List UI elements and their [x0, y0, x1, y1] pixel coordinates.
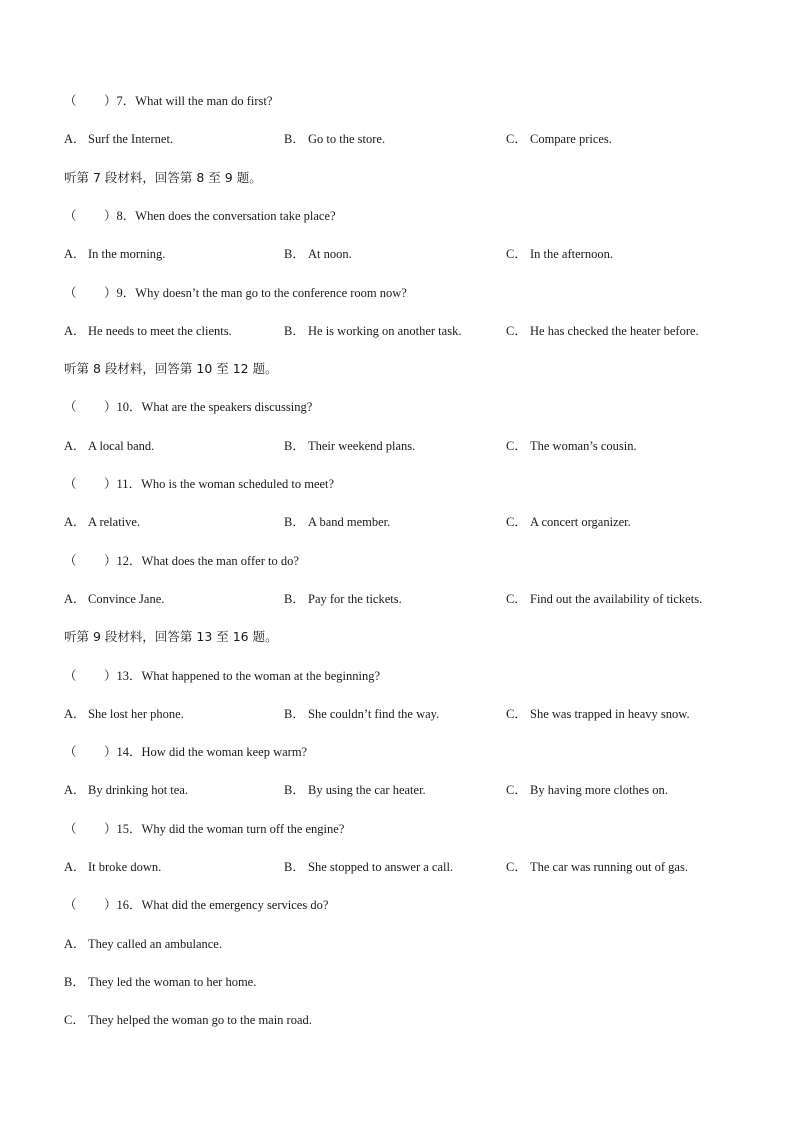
- option-b[interactable]: [64, 974, 256, 990]
- option-text: She was trapped in heavy snow.: [530, 706, 690, 721]
- option-b[interactable]: [284, 246, 352, 262]
- option-letter: C．: [506, 247, 527, 262]
- answer-blank-open: （: [64, 821, 77, 836]
- option-letter: C．: [506, 323, 527, 338]
- option-text: It broke down.: [88, 860, 162, 874]
- option-letter: A．: [64, 438, 86, 453]
- option-c[interactable]: [506, 706, 690, 722]
- question-10: [64, 399, 312, 415]
- option-c[interactable]: [506, 438, 637, 454]
- question-number-separator: ．: [129, 821, 142, 836]
- option-c[interactable]: [506, 323, 699, 339]
- question-text: When does the conversation take place?: [135, 208, 336, 223]
- question-number: 14: [116, 745, 130, 760]
- options-row: [64, 859, 744, 875]
- option-c[interactable]: [506, 246, 613, 262]
- option-c[interactable]: [506, 131, 612, 147]
- option-text: A local band.: [88, 438, 155, 453]
- option-text: He has checked the heater before.: [530, 323, 699, 338]
- question-9: [64, 285, 407, 301]
- option-letter: A．: [64, 936, 86, 951]
- option-b[interactable]: [284, 591, 402, 607]
- option-a[interactable]: [64, 859, 161, 875]
- option-text: By drinking hot tea.: [88, 783, 188, 798]
- option-text: A relative.: [88, 515, 141, 530]
- question-number: 12: [116, 553, 130, 568]
- question-number-separator: ．: [129, 898, 142, 913]
- answer-blank-open: （: [64, 898, 77, 913]
- answer-blank-close: ）: [104, 208, 117, 223]
- option-letter: A．: [64, 783, 86, 798]
- option-text: Find out the availability of tickets.: [530, 591, 703, 606]
- question-number-separator: ．: [122, 94, 136, 108]
- option-text: The car was running out of gas.: [530, 860, 688, 874]
- answer-blank-close: ）: [104, 821, 117, 836]
- answer-blank-open: （: [64, 400, 77, 415]
- option-text: They led the woman to her home.: [88, 974, 257, 989]
- option-letter: A．: [64, 706, 86, 721]
- option-a[interactable]: [64, 706, 184, 722]
- option-text: The woman’s cousin.: [530, 438, 637, 453]
- option-letter: B．: [284, 860, 305, 874]
- question-number-separator: ．: [128, 477, 142, 491]
- option-b[interactable]: [284, 131, 385, 147]
- option-a[interactable]: [64, 438, 154, 454]
- options-row: [64, 246, 744, 262]
- option-text: Surf the Internet.: [88, 132, 174, 147]
- option-b[interactable]: [284, 514, 390, 530]
- option-letter: A．: [64, 515, 86, 530]
- option-letter: C．: [506, 515, 527, 530]
- question-number-separator: ．: [129, 668, 142, 683]
- option-text: In the morning.: [88, 247, 166, 262]
- option-b[interactable]: [284, 859, 453, 875]
- option-text: Compare prices.: [530, 132, 612, 147]
- question-number-separator: ．: [129, 400, 142, 415]
- option-text: Pay for the tickets.: [308, 591, 402, 606]
- answer-blank-close: ）: [104, 898, 117, 913]
- option-text: They helped the woman go to the main road.: [88, 1013, 312, 1028]
- option-a[interactable]: [64, 936, 222, 952]
- option-b[interactable]: [284, 706, 439, 722]
- question-15: [64, 821, 344, 837]
- option-c[interactable]: [64, 1012, 312, 1028]
- section-instruction: 听第 8 段材料，回答第 10 至 12 题。: [64, 361, 278, 377]
- answer-blank-open: （: [64, 477, 77, 491]
- option-a[interactable]: [64, 323, 232, 339]
- option-letter: B．: [64, 974, 85, 989]
- option-a[interactable]: [64, 131, 173, 147]
- option-letter: C．: [506, 591, 527, 606]
- question-11: [64, 476, 334, 492]
- option-letter: C．: [506, 438, 527, 453]
- question-number: 13: [116, 668, 130, 683]
- answer-blank-open: （: [64, 94, 77, 108]
- options-row: [64, 438, 744, 454]
- question-text: What will the man do first?: [135, 94, 273, 108]
- option-text: By having more clothes on.: [530, 783, 668, 798]
- option-letter: B．: [284, 591, 305, 606]
- option-text: She couldn’t find the way.: [308, 706, 440, 721]
- option-letter: A．: [64, 591, 86, 606]
- option-a[interactable]: [64, 514, 140, 530]
- option-a[interactable]: [64, 591, 164, 607]
- question-number: 7: [116, 94, 123, 108]
- question-number: 9: [116, 285, 123, 300]
- question-number: 11: [116, 477, 129, 491]
- option-letter: A．: [64, 132, 86, 147]
- answer-blank-close: ）: [104, 94, 117, 108]
- question-text: How did the woman keep warm?: [141, 745, 308, 760]
- options-row: [64, 131, 744, 147]
- section-instruction: 听第 9 段材料，回答第 13 至 16 题。: [64, 629, 278, 645]
- options-row: [64, 782, 744, 798]
- option-text: Their weekend plans.: [308, 438, 416, 453]
- question-number-separator: ．: [129, 745, 142, 760]
- question-12: [64, 553, 299, 569]
- question-number-separator: ．: [122, 208, 136, 223]
- answer-blank-close: ）: [104, 668, 117, 683]
- question-number: 15: [116, 821, 130, 836]
- option-letter: A．: [64, 323, 86, 338]
- option-letter: C．: [506, 860, 527, 874]
- question-text: Who is the woman scheduled to meet?: [141, 477, 335, 491]
- option-text: In the afternoon.: [530, 247, 613, 262]
- option-letter: A．: [64, 860, 86, 874]
- question-number: 16: [116, 898, 130, 913]
- options-row: [64, 323, 744, 339]
- option-text: At noon.: [308, 247, 352, 262]
- question-7: [64, 93, 272, 109]
- option-b[interactable]: [284, 323, 461, 339]
- answer-blank-close: ）: [104, 477, 117, 491]
- question-number-separator: ．: [122, 285, 136, 300]
- options-row: [64, 591, 744, 607]
- option-letter: B．: [284, 438, 305, 453]
- answer-blank-open: （: [64, 285, 77, 300]
- option-letter: B．: [284, 783, 305, 798]
- option-letter: C．: [64, 1013, 85, 1028]
- option-text: By using the car heater.: [308, 783, 426, 798]
- question-text: What are the speakers discussing?: [141, 400, 313, 415]
- question-8: [64, 208, 336, 224]
- option-letter: B．: [284, 706, 305, 721]
- option-b[interactable]: [284, 782, 426, 798]
- question-text: What does the man offer to do?: [141, 553, 299, 568]
- answer-blank-close: ）: [104, 745, 117, 760]
- option-letter: B．: [284, 132, 305, 147]
- answer-blank-close: ）: [104, 553, 117, 568]
- answer-blank-open: （: [64, 208, 77, 223]
- option-text: A concert organizer.: [530, 515, 631, 530]
- option-c[interactable]: [506, 859, 688, 875]
- option-letter: B．: [284, 323, 305, 338]
- question-text: What did the emergency services do?: [141, 898, 329, 913]
- option-c[interactable]: [506, 591, 702, 607]
- option-a[interactable]: [64, 246, 165, 262]
- option-text: Convince Jane.: [88, 591, 165, 606]
- option-b[interactable]: [284, 438, 415, 454]
- question-13: [64, 668, 380, 684]
- option-text: She lost her phone.: [88, 706, 184, 721]
- question-text: Why did the woman turn off the engine?: [141, 821, 345, 836]
- option-letter: B．: [284, 515, 305, 530]
- option-text: A band member.: [308, 515, 391, 530]
- question-number: 8: [116, 208, 123, 223]
- section-instruction: 听第 7 段材料，回答第 8 至 9 题。: [64, 169, 262, 185]
- option-letter: B．: [284, 247, 305, 262]
- option-text: Go to the store.: [308, 132, 386, 147]
- question-text: What happened to the woman at the beginning?: [141, 668, 380, 683]
- option-letter: C．: [506, 706, 527, 721]
- question-number-separator: ．: [129, 553, 142, 568]
- answer-blank-open: （: [64, 745, 77, 760]
- answer-blank-close: ）: [104, 285, 117, 300]
- answer-blank-open: （: [64, 553, 77, 568]
- option-c[interactable]: [506, 514, 631, 530]
- question-text: Why doesn’t the man go to the conference room now?: [135, 285, 407, 300]
- option-text: He needs to meet the clients.: [88, 323, 232, 338]
- options-row: [64, 514, 744, 530]
- option-letter: C．: [506, 783, 527, 798]
- options-row: [64, 706, 744, 722]
- option-letter: C．: [506, 132, 527, 147]
- option-c[interactable]: [506, 782, 668, 798]
- question-14: [64, 744, 307, 760]
- question-16: [64, 897, 328, 913]
- option-letter: A．: [64, 247, 86, 262]
- option-a[interactable]: [64, 782, 188, 798]
- option-text: They called an ambulance.: [88, 936, 222, 951]
- answer-blank-open: （: [64, 668, 77, 683]
- answer-blank-close: ）: [104, 400, 117, 415]
- option-text: He is working on another task.: [308, 323, 462, 338]
- question-number: 10: [116, 400, 130, 415]
- option-text: She stopped to answer a call.: [308, 860, 454, 874]
